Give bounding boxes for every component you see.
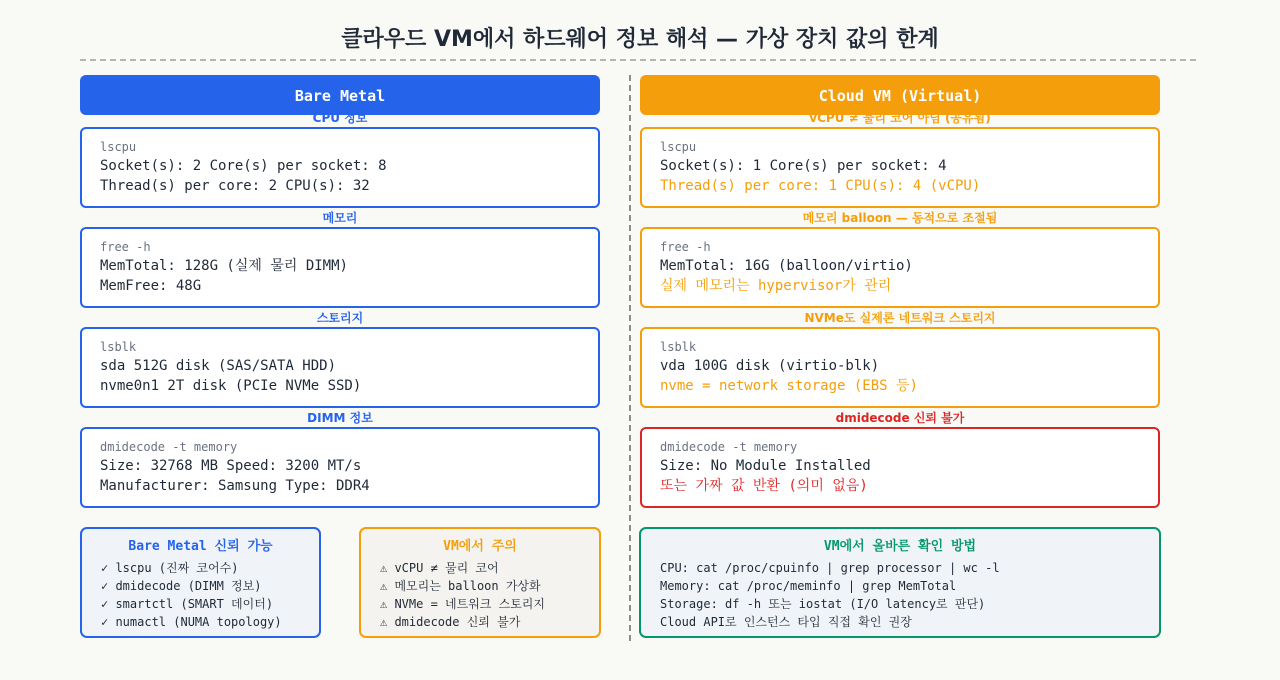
bare-memory-label: 메모리 <box>322 211 358 225</box>
bare-cpu-card <box>80 127 600 208</box>
vm-dimm-command: dmidecode -t memory <box>660 440 798 454</box>
column-divider <box>629 75 631 641</box>
list-item: ✓ dmidecode (DIMM 정보) <box>101 579 262 593</box>
vm-storage-label: NVMe도 실제론 네트워크 스토리지 <box>804 311 996 325</box>
title-divider <box>80 59 1196 61</box>
bare-cpu-line-1: Socket(s): 2 Core(s) per socket: 8 <box>100 158 387 174</box>
vm-caution-list <box>361 559 599 631</box>
vm-cpu-label: vCPU ≠ 물리 코어 아님 (공유됨) <box>809 111 991 125</box>
bare-metal-trust-list <box>82 559 319 631</box>
bare-dimm-line-2: Manufacturer: Samsung Type: DDR4 <box>100 478 370 494</box>
vm-storage-line-1: vda 100G disk (virtio-blk) <box>660 358 880 374</box>
vm-check-method-note <box>639 527 1161 638</box>
bare-cpu-line-2: Thread(s) per core: 2 CPU(s): 32 <box>100 178 370 194</box>
bare-cpu-command: lscpu <box>100 140 137 154</box>
list-item: ⚠ dmidecode 신뢰 불가 <box>380 615 521 629</box>
list-item: CPU: cat /proc/cpuinfo | grep processor | wc -l <box>660 561 1000 575</box>
cloud-vm-header: Cloud VM (Virtual) <box>640 75 1160 115</box>
list-item: Storage: df -h 또는 iostat (I/O latency로 판단) <box>660 597 986 611</box>
vm-cpu-line-2: Thread(s) per core: 1 CPU(s): 4 (vCPU) <box>660 178 981 194</box>
list-item: ✓ numactl (NUMA topology) <box>101 615 282 629</box>
bare-dimm-label: DIMM 정보 <box>307 411 373 425</box>
bare-memory-line-1: MemTotal: 128G (실제 물리 DIMM) <box>100 258 348 274</box>
vm-storage-card <box>640 327 1160 408</box>
vm-check-method-list <box>641 559 1159 631</box>
bare-storage-line-1: sda 512G disk (SAS/SATA HDD) <box>100 358 337 374</box>
vm-cpu-card <box>640 127 1160 208</box>
vm-cpu-command: lscpu <box>660 140 697 154</box>
bare-storage-line-2: nvme0n1 2T disk (PCIe NVMe SSD) <box>100 378 362 394</box>
vm-caution-title: VM에서 주의 <box>443 539 517 554</box>
vm-memory-card <box>640 227 1160 308</box>
bare-metal-trust-title: Bare Metal 신뢰 가능 <box>128 539 273 554</box>
list-item: Cloud API로 인스턴스 타입 직접 확인 권장 <box>660 615 912 629</box>
page-title: 클라우드 VM에서 하드웨어 정보 해석 — 가상 장치 값의 한계 <box>341 27 939 52</box>
list-item: Memory: cat /proc/meminfo | grep MemTotal <box>660 579 957 593</box>
list-item: ⚠ NVMe = 네트워크 스토리지 <box>380 597 545 611</box>
bare-storage-card <box>80 327 600 408</box>
vm-caution-note <box>359 527 601 638</box>
bare-memory-line-2: MemFree: 48G <box>100 278 202 294</box>
vm-check-method-title: VM에서 올바른 확인 방법 <box>823 539 977 554</box>
bare-storage-command: lsblk <box>100 340 137 354</box>
bare-metal-header: Bare Metal <box>80 75 600 115</box>
list-item: ✓ smartctl (SMART 데이터) <box>101 597 274 611</box>
vm-cpu-line-1: Socket(s): 1 Core(s) per socket: 4 <box>660 158 947 174</box>
bare-dimm-card <box>80 427 600 508</box>
vm-memory-command: free -h <box>660 240 711 254</box>
vm-storage-line-2: nvme = network storage (EBS 등) <box>660 378 918 394</box>
bare-memory-command: free -h <box>100 240 151 254</box>
bare-storage-label: 스토리지 <box>316 311 364 325</box>
vm-dimm-card <box>640 427 1160 508</box>
vm-memory-line-2: 실제 메모리는 hypervisor가 관리 <box>660 278 892 294</box>
bare-cpu-label: CPU 정보 <box>312 111 368 125</box>
vm-memory-label: 메모리 balloon — 동적으로 조절됨 <box>802 211 998 225</box>
bare-dimm-command: dmidecode -t memory <box>100 440 238 454</box>
vm-memory-line-1: MemTotal: 16G (balloon/virtio) <box>660 258 913 274</box>
bare-dimm-line-1: Size: 32768 MB Speed: 3200 MT/s <box>100 458 362 474</box>
bare-memory-card <box>80 227 600 308</box>
bare-metal-trust-note <box>80 527 321 638</box>
list-item: ⚠ vCPU ≠ 물리 코어 <box>380 561 499 575</box>
vm-dimm-line-1: Size: No Module Installed <box>660 458 871 474</box>
list-item: ⚠ 메모리는 balloon 가상화 <box>380 579 541 593</box>
list-item: ✓ lscpu (진짜 코어수) <box>101 561 239 575</box>
vm-storage-command: lsblk <box>660 340 697 354</box>
vm-dimm-label: dmidecode 신뢰 불가 <box>835 411 965 425</box>
vm-dimm-line-2: 또는 가짜 값 반환 (의미 없음) <box>660 478 868 494</box>
